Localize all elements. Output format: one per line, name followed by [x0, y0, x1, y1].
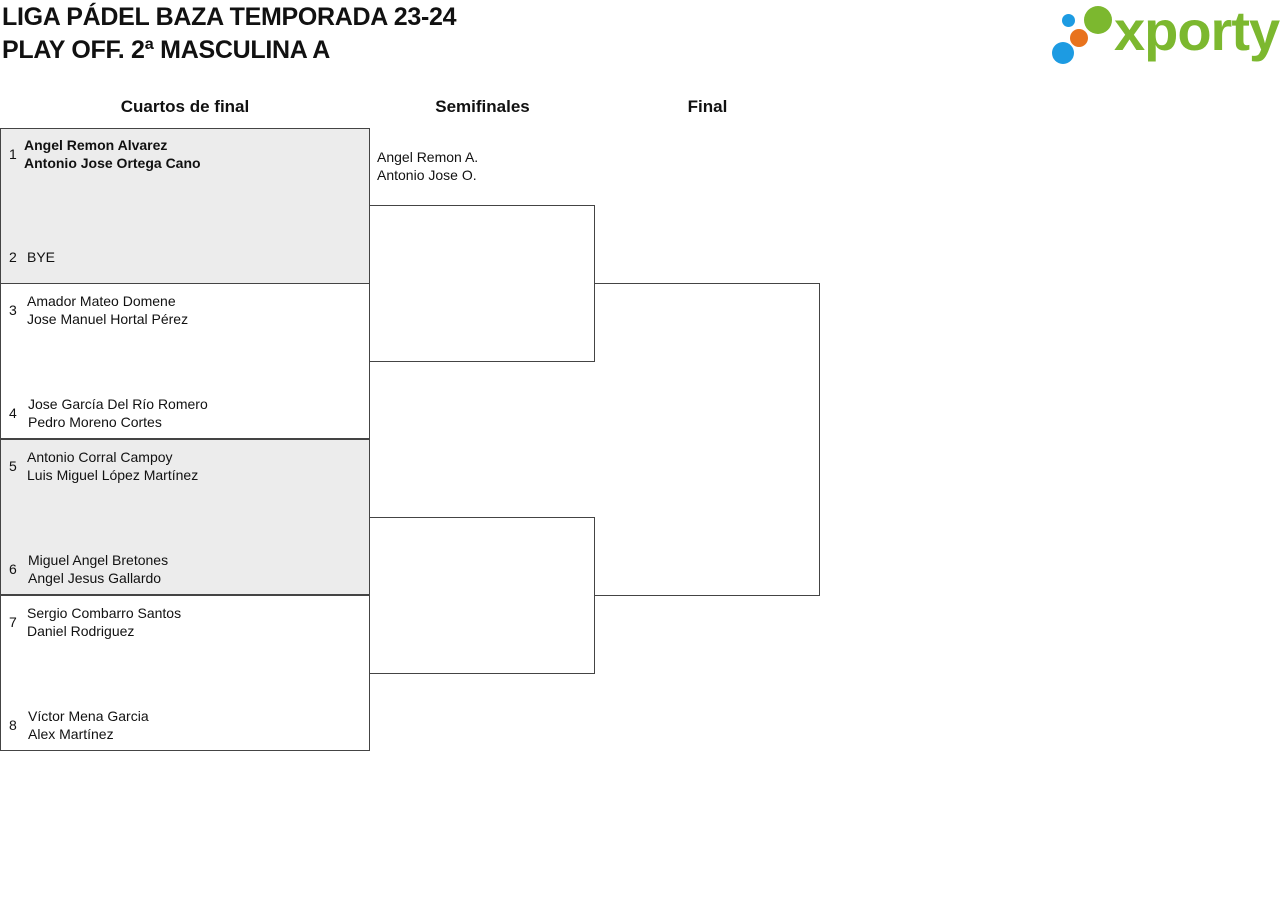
- team-7: [27, 604, 181, 640]
- player-name: BYE: [27, 249, 56, 265]
- logo-dot-orange-icon: [1070, 29, 1088, 47]
- quarterfinal-match-1: [0, 128, 370, 284]
- quarterfinal-match-4: [0, 595, 370, 751]
- seed-number: 5: [9, 458, 17, 474]
- seed-number: 8: [9, 717, 17, 733]
- round-header-quarterfinals: Cuartos de final: [120, 97, 250, 116]
- semifinal-bracket-2: [370, 517, 595, 674]
- player-name: Jose García Del Río Romero: [28, 396, 208, 412]
- player-name: Antonio Jose Ortega Cano: [24, 155, 201, 171]
- quarterfinal-match-2: [0, 283, 370, 439]
- player-name: Angel Jesus Gallardo: [28, 570, 162, 586]
- seed-number: 4: [9, 405, 17, 421]
- seed-number: 3: [9, 302, 17, 318]
- seed-number: 6: [9, 561, 17, 577]
- player-name: Víctor Mena Garcia: [28, 708, 149, 724]
- seed-number: 2: [9, 249, 17, 265]
- player-name: Jose Manuel Hortal Pérez: [27, 311, 189, 327]
- player-name: Angel Remon Alvarez: [24, 137, 168, 153]
- seed-number: 7: [9, 614, 17, 630]
- page-title: LIGA PÁDEL BAZA TEMPORADA 23-24: [2, 3, 457, 31]
- logo-dot-blue-small-icon: [1062, 14, 1075, 27]
- logo-text: xporty: [1114, 0, 1280, 62]
- player-name: Amador Mateo Domene: [27, 293, 176, 309]
- player-name: Antonio Jose O.: [377, 167, 477, 183]
- logo-dot-green-icon: [1084, 6, 1112, 34]
- player-name: Daniel Rodriguez: [27, 623, 135, 639]
- team-6: [28, 551, 168, 587]
- team-4: [28, 395, 208, 431]
- quarterfinal-match-3: [0, 439, 370, 595]
- player-name: Luis Miguel López Martínez: [27, 467, 199, 483]
- team-8: [28, 707, 149, 743]
- player-name: Antonio Corral Campoy: [27, 449, 173, 465]
- seed-number: 1: [9, 146, 17, 162]
- team-3: [27, 292, 188, 328]
- page-subtitle: PLAY OFF. 2ª MASCULINA A: [2, 36, 331, 64]
- player-name: Alex Martínez: [28, 726, 114, 742]
- semifinal-advanced-team: [377, 148, 478, 184]
- player-name: Pedro Moreno Cortes: [28, 414, 162, 430]
- logo-dot-blue-large-icon: [1052, 42, 1074, 64]
- semifinal-bracket-1: [370, 205, 595, 362]
- team-5: [27, 448, 198, 484]
- team-2: [27, 248, 55, 266]
- player-name: Sergio Combarro Santos: [27, 605, 182, 621]
- player-name: Angel Remon A.: [377, 149, 479, 165]
- team-1: [24, 136, 201, 172]
- xporty-logo[interactable]: [1050, 0, 1280, 68]
- round-header-semifinals: Semifinales: [435, 97, 530, 116]
- round-header-final: Final: [687, 97, 728, 116]
- final-bracket: [595, 283, 820, 596]
- player-name: Miguel Angel Bretones: [28, 552, 169, 568]
